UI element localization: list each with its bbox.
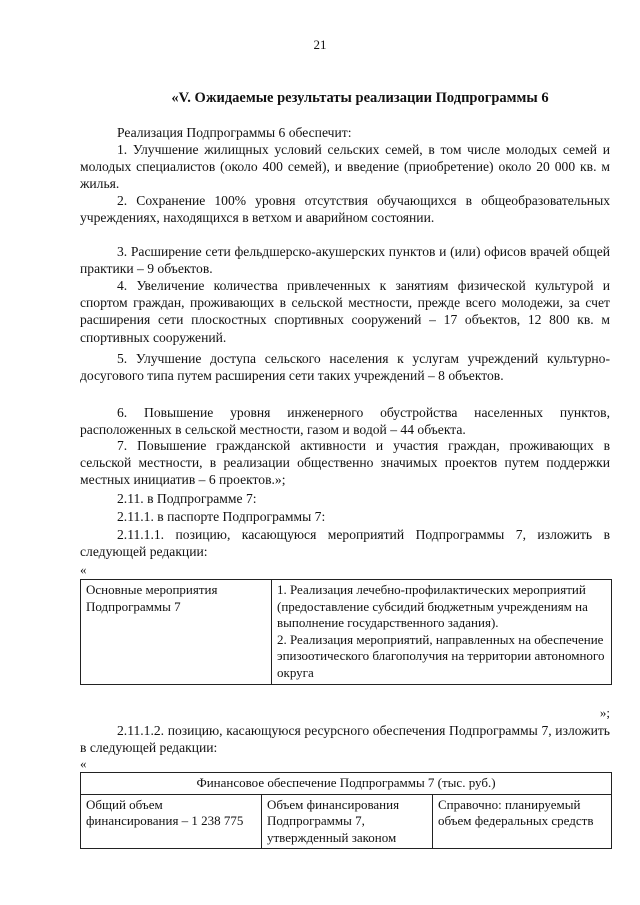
financing-total: Общий объем финансирования – 1 238 775 (86, 796, 244, 829)
subsection-2-11-1-1: 2.11.1.1. позицию, касающуюся мероприятий Подпрограммы 7, изложить в следующей редакции: (80, 527, 610, 560)
section-title: «V. Ожидаемые результаты реализации Подпрограммы 6 (171, 90, 549, 106)
intro-text: Реализация Подпрограммы 6 обеспечит: (117, 125, 352, 140)
financing-table (80, 772, 612, 849)
financing-federal-cell (433, 794, 612, 849)
financing-approved: Объем финансирования Подпрограммы 7, утвержденный законом (267, 796, 400, 845)
open-quote: « (80, 756, 87, 771)
activities-label: Основные мероприятия Подпрограммы 7 (86, 582, 218, 614)
page-number: 21 (313, 37, 327, 52)
financing-header: Финансовое обеспечение Подпрограммы 7 (тыс. руб.) (196, 775, 496, 790)
subsection-2-11: 2.11. в Подпрограмме 7: (117, 491, 257, 506)
financing-federal: Справочно: планируемый объем федеральных средств (438, 796, 594, 829)
subsection-2-11-1-2: 2.11.1.2. позицию, касающуюся ресурсного обеспечения Подпрограммы 7, изложить в следующей редакции: (80, 723, 610, 756)
financing-approved-cell (262, 794, 433, 849)
open-quote: « (80, 562, 87, 577)
subsection-2-11-1: 2.11.1. в паспорте Подпрограммы 7: (117, 509, 326, 524)
activities-label-cell (81, 580, 272, 685)
list-item: 5. Улучшение доступа сельского населения к услугам учреждений культурно-досугового типа путем расширения сети таких учреждений – 8 объектов. (80, 351, 610, 384)
list-item: 3. Расширение сети фельдшерско-акушерских пунктов и (или) офисов врачей общей практики – 9 объектов. (80, 244, 610, 277)
list-item: 4. Увеличение количества привлеченных к занятиям физической культурой и спортом граждан, проживающих в сельской местности, прежде всего молодежи, за счет расширения сети плоскостных спортивных сооружений – 17 объектов, 12 800 кв. м спортивных сооружений. (80, 278, 610, 345)
list-item: 7. Повышение гражданской активности и участия граждан, проживающих в сельской местности, в реализации общественно значимых проектов путем поддержки местных инициатив – 6 проектов.»; (80, 438, 610, 488)
financing-header-cell (81, 773, 612, 795)
activity-item: 2. Реализация мероприятий, направленных на обеспечение эпизоотического благополучия на территории автономного округа (277, 631, 605, 680)
activity-item: 1. Реализация лечебно-профилактических мероприятий (предоставление субсидий бюджетным учреждениям на выполнение государственного задания). (277, 582, 588, 631)
list-item: 2. Сохранение 100% уровня отсутствия обучающихся в общеобразовательных учреждениях, находящихся в ветхом и аварийном состоянии. (80, 193, 610, 226)
list-item: 6. Повышение уровня инженерного обустройства населенных пунктов, расположенных в сельской местности, газом и водой – 44 объекта. (80, 405, 610, 438)
list-item: 1. Улучшение жилищных условий сельских семей, в том числе молодых семей и молодых специалистов (около 400 семей), и введение (приобретение) около 20 000 кв. м жилья. (80, 142, 610, 192)
activities-content-cell (272, 580, 612, 685)
financing-total-cell (81, 794, 262, 849)
activities-table (80, 579, 612, 685)
close-quote: »; (599, 705, 610, 720)
